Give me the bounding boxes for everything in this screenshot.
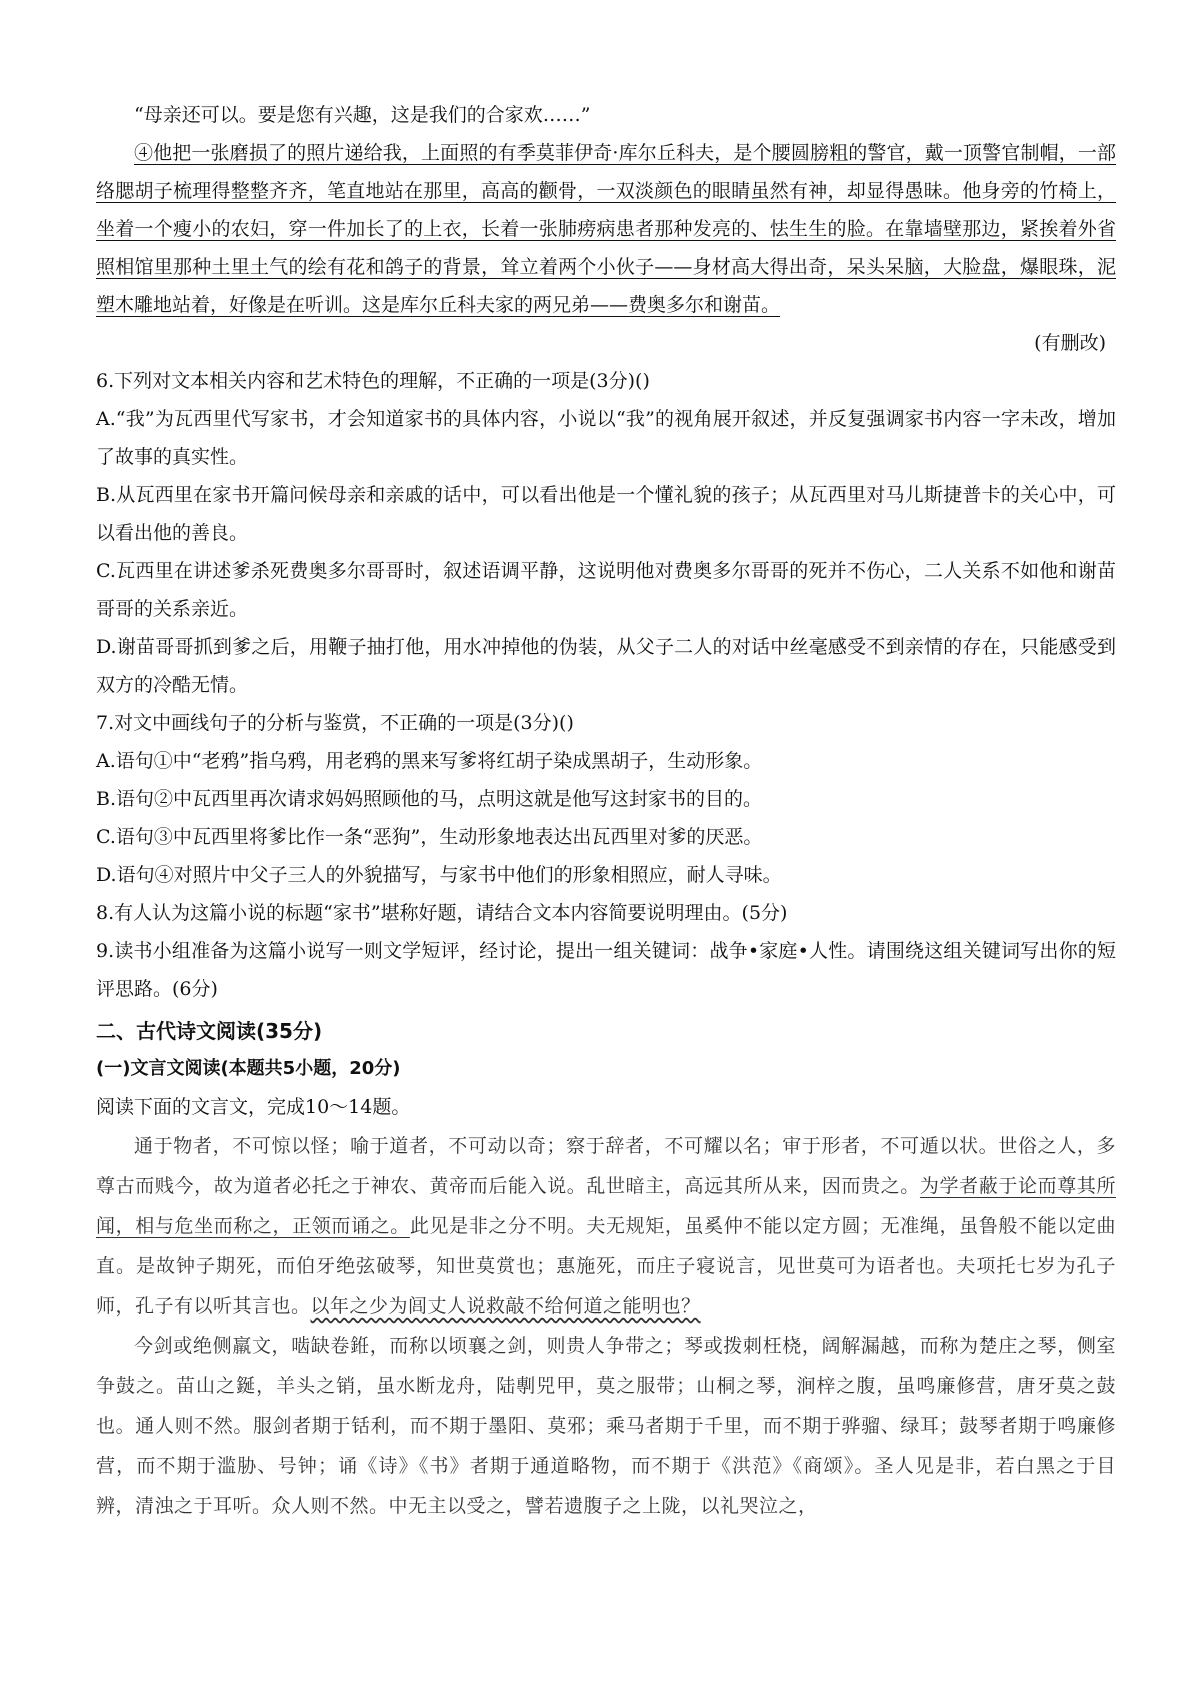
document-page — [96, 96, 1116, 1526]
question-7-option-c: C.语句③中瓦西里将爹比作一条“恶狗”，生动形象地表达出瓦西里对爹的厌恶。 — [96, 826, 763, 848]
source-note: (有删改) — [1034, 332, 1106, 354]
question-8: 8.有人认为这篇小说的标题“家书”堪称好题，请结合文本内容简要说明理由。(5分) — [96, 902, 788, 924]
classical-paragraph-2: 今剑或绝侧羸文，啮缺卷銋，而称以顷襄之剑，则贵人争带之；琴或拨刺枉桡，阔解漏越，而称为楚庄之琴，侧室争鼓之。苗山之鋋，羊头之销，虽水断龙舟，陆剸兕甲，莫之服带；山桐之琴，涧梓之腹，虽鸣廉修营，唐牙莫之鼓也。通人则不然。服剑者期于铦利，而不期于墨阳、莫邪；乘马者期于千里，而不期于骅骝、绿耳；鼓琴者期于鸣廉修营，而不期于滥胁、号钟；诵《诗》《书》者期于通道略物，而不期于《洪范》《商颂》。圣人见是非，若白黑之于目辨，清浊之于耳听。众人则不然。中无主以受之，譬若遗腹子之上陇，以礼哭泣之， — [96, 1335, 1116, 1517]
question-7-option-d: D.语句④对照片中父子三人的外貌描写，与家书中他们的形象相照应，耐人寻味。 — [96, 864, 782, 886]
classical-text-1a: 通于物者，不可惊以怪；喻于道者，不可动以奇；察于辞者，不可耀以名；审于形者，不可遁以状。世俗之人，多尊古而贱今，故为道者必托之于神农、黄帝而后能入说。乱世暗主，高远其所从来，因而贵之。 — [96, 1135, 1116, 1197]
question-7: 7.对文中画线句子的分析与鉴赏，不正确的一项是(3分)() — [96, 712, 574, 734]
question-9: 9.读书小组准备为这篇小说写一则文学短评，经讨论，提出一组关键词：战争•家庭•人性。请围绕这组关键词写出你的短评思路。(6分) — [96, 940, 1116, 1000]
section-instruction: 阅读下面的文言文，完成10～14题。 — [96, 1096, 411, 1118]
question-7-option-b: B.语句②中瓦西里再次请求妈妈照顾他的马，点明这就是他写这封家书的目的。 — [96, 788, 763, 810]
question-6-option-d: D.谢苗哥哥抓到爹之后，用鞭子抽打他，用水冲掉他的伪装，从父子二人的对话中丝毫感受不到亲情的存在，只能感受到双方的冷酷无情。 — [96, 636, 1116, 696]
wavy-underlined-sentence: 以年之少为闾丈人说救敲不给何道之能明也？ — [310, 1295, 701, 1317]
classical-paragraph-1 — [96, 1126, 1116, 1326]
section-title: 二、古代诗文阅读(35分) — [96, 1019, 323, 1043]
section-subtitle: (一)文言文阅读(本题共5小题，20分) — [96, 1058, 401, 1079]
underlined-paragraph-4 — [96, 134, 1116, 324]
question-6: 6.下列对文本相关内容和艺术特色的理解，不正确的一项是(3分)() — [96, 370, 650, 392]
classical-text-1b: 此见是非之分不明。夫无规矩，虽奚仲不能以定方圆；无准绳，虽鲁般不能以定曲直。是故钟子期死，而伯牙绝弦破琴，知世莫赏也；惠施死，而庄子寝说言，见世莫可为语者也。夫项托七岁为孔子师，孔子有以听其言也。 — [96, 1215, 1116, 1317]
underlined-sentence-4: ④他把一张磨损了的照片递给我，上面照的有季莫菲伊奇·库尔丘科夫，是个腰圆膀粗的警官，戴一顶警官制帽，一部络腮胡子梳理得整整齐齐，笔直地站在那里，高高的颧骨，一双淡颜色的眼睛虽然有神，却显得愚昧。他身旁的竹椅上，坐着一个瘦小的农妇，穿一件加长了的上衣，长着一张肺痨病患者那种发亮的、怯生生的脸。在靠墙壁那边，紧挨着外省照相馆里那种土里土气的绘有花和鸽子的背景，耸立着两个小伙子——身材高大得出奇，呆头呆脑，大脸盘，爆眼珠，泥塑木雕地站着，好像是在听训。这是库尔丘科夫家的两兄弟——费奥多尔和谢苗。 — [96, 142, 1116, 316]
question-7-option-a: A.语句①中“老鸦”指乌鸦，用老鸦的黑来写爹将红胡子染成黑胡子，生动形象。 — [96, 750, 763, 772]
question-6-option-a: A.“我”为瓦西里代写家书，才会知道家书的具体内容，小说以“我”的视角展开叙述，并反复强调家书内容一字未改，增加了故事的真实性。 — [96, 408, 1116, 468]
underlined-sentence-classical: 为学者蔽于论而尊其所闻，相与危坐而称之，正领而诵之。 — [96, 1175, 1116, 1237]
dialogue-line: “母亲还可以。要是您有兴趣，这是我们的合家欢……” — [134, 104, 591, 126]
question-6-option-b: B.从瓦西里在家书开篇问候母亲和亲戚的话中，可以看出他是一个懂礼貌的孩子；从瓦西里对马儿斯捷普卡的关心中，可以看出他的善良。 — [96, 484, 1116, 544]
question-6-option-c: C.瓦西里在讲述爹杀死费奥多尔哥哥时，叙述语调平静，这说明他对费奥多尔哥哥的死并不伤心，二人关系不如他和谢苗哥哥的关系亲近。 — [96, 560, 1116, 620]
